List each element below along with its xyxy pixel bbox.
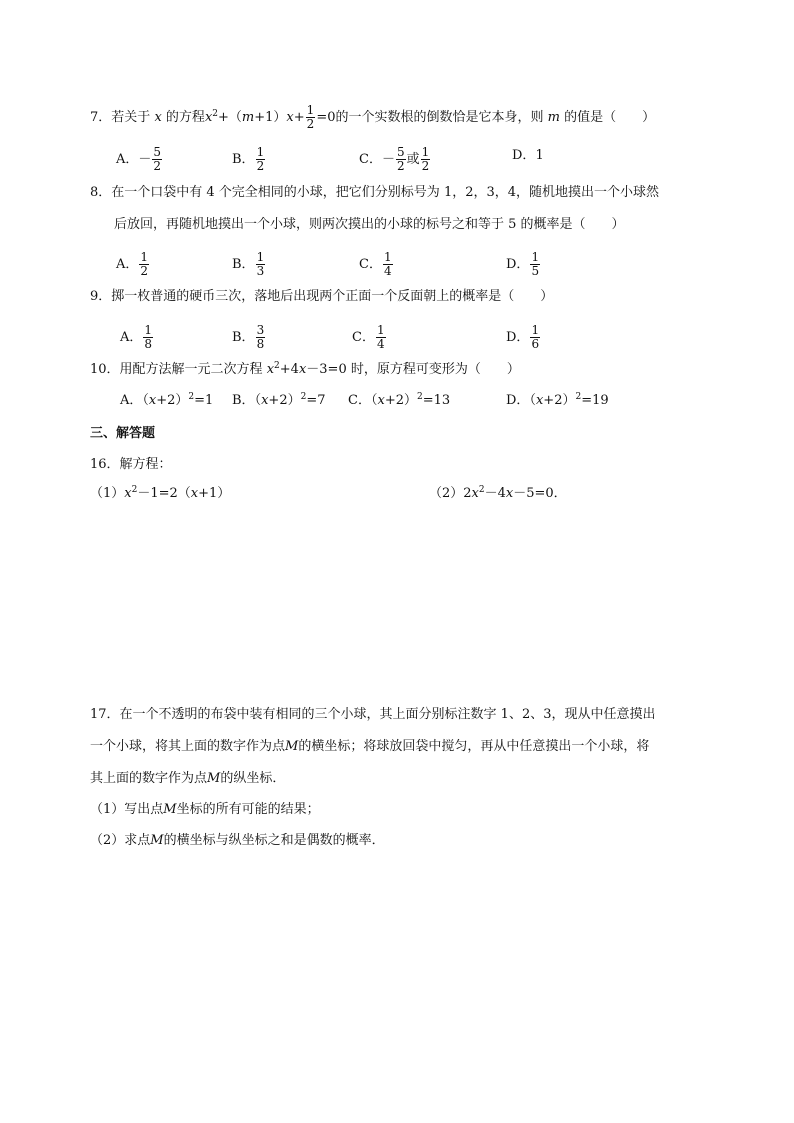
section-heading: 三、解答题 (90, 426, 156, 441)
q16-part-2: $(2)2x^2-4x-5=0$． (429, 485, 567, 501)
question-17-line-1: 17．在一个不透明的布袋中装有相同的三个小球，其上面分别标注数字 1、2、3，现从中任意摸出 (90, 707, 656, 722)
question-9: 9．掷一枚普通的硬币三次，落地后出现两个正面一个反面朝上的概率是（ ） (90, 289, 554, 304)
q7-option-b: B． $\frac{1}{2}$ (232, 145, 265, 173)
q10-option-c: C．$(x+2)^2=13$ (348, 392, 451, 408)
q16-part-1: $(1)x^2-1=2(x+1)$ (90, 485, 231, 501)
q10-option-b: B．$(x+2)^2=7$ (232, 392, 326, 408)
q10-option-a: A．$(x+2)^2=1$ (120, 392, 214, 408)
question-8-line-2: 后放回，再随机地摸出一个小球，则两次摸出的小球的标号之和等于 5 的概率是（ ） (114, 217, 625, 232)
question-17-line-2: 一个小球，将其上面的数字作为点M的横坐标；将球放回袋中搅匀，再从中任意摸出一个小球，将 (90, 739, 650, 754)
q7-option-c: C．－ $\frac{5}{2}$ 或 $\frac{1}{2}$ (359, 145, 430, 173)
q8-option-b: B． $\frac{1}{3}$ (232, 250, 265, 278)
fraction: $\frac{1}{2}$ (306, 103, 315, 131)
question-17-line-3: 其上面的数字作为点M的纵坐标． (90, 771, 286, 786)
question-16-title: 16．解方程： (90, 457, 172, 472)
q7-option-d: D．1 (512, 148, 544, 163)
question-10: 10．用配方法解一元二次方程 $x^2+4x-3=0$ 时，原方程可变形为（ ） (90, 361, 520, 377)
q8-option-a: A． $\frac{1}{2}$ (116, 250, 149, 278)
question-8-line-1: 8．在一个口袋中有 4 个完全相同的小球，把它们分别标号为 1，2，3，4，随机地摸出一个小球然 (90, 185, 660, 200)
q8-option-c: C． $\frac{1}{4}$ (359, 250, 392, 278)
q9-option-a: A． $\frac{1}{8}$ (120, 323, 153, 351)
q9-option-c: C． $\frac{1}{4}$ (352, 323, 385, 351)
q9-option-d: D． $\frac{1}{6}$ (506, 323, 540, 351)
q8-option-d: D． $\frac{1}{5}$ (506, 250, 540, 278)
q17-sub-2: （2）求点M的横坐标与纵坐标之和是偶数的概率． (90, 833, 385, 848)
q9-option-b: B． $\frac{3}{8}$ (232, 323, 265, 351)
q17-sub-1: （1）写出点M坐标的所有可能的结果； (90, 802, 320, 817)
q10-option-d: D．$(x+2)^2=19$ (506, 392, 609, 408)
q7-stem: 7．若关于 x 的方程$x^2+(m+1)x+$ $\frac{1}{2}$ =0的一个实数根的倒数恰是它本身，则 m 的值是（ ） (90, 103, 656, 131)
question-7 (90, 104, 655, 131)
q7-option-a: A．－ $\frac{5}{2}$ (116, 145, 162, 173)
